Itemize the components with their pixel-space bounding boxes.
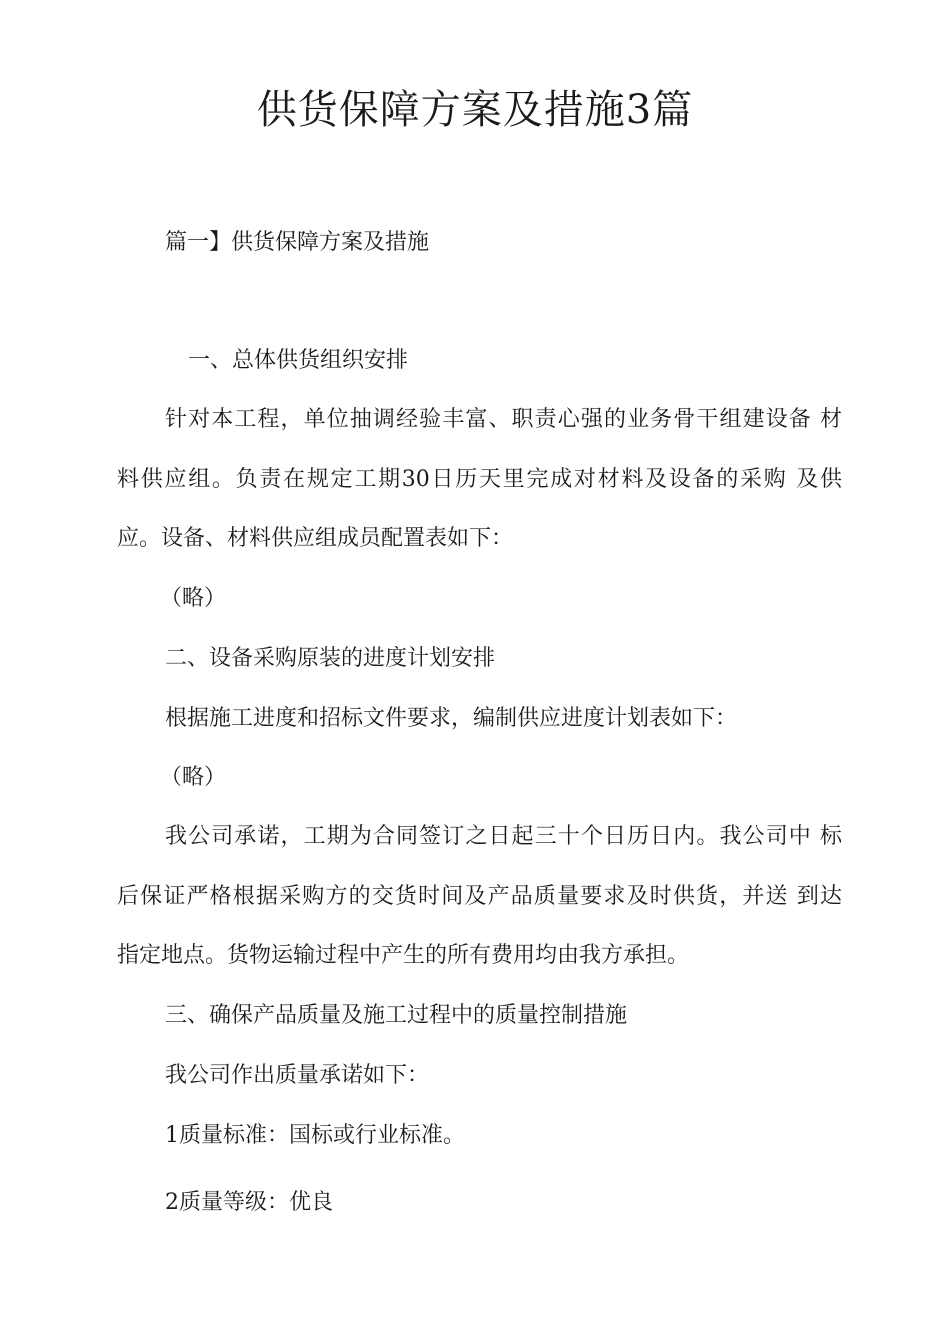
section3-intro: 我公司作出质量承诺如下： [165,1063,430,1088]
document-title: 供货保障方案及措施3篇 [256,87,694,133]
section1-heading: 一、总体供货组织安排 [188,348,409,373]
commitment-line-1: 我公司承诺，工期为合同签订之日起三十个日历日内。我公司中 标 [165,824,842,849]
quality-grade-item: 2质量等级：优良 [165,1190,333,1215]
commitment-line-2: 后保证严格根据采购方的交货时间及产品质量要求及时供货，并送 到达 [117,884,842,909]
section3-heading: 三、确保产品质量及施工过程中的质量控制措施 [165,1003,628,1028]
section1-paragraph-line-3: 应。设备、材料供应组成员配置表如下： [117,526,514,551]
quality-standard-item: 1质量标准：国标或行业标准。 [165,1123,465,1148]
article-heading: 篇一】供货保障方案及措施 [165,230,430,255]
section2-paragraph: 根据施工进度和招标文件要求，编制供应进度计划表如下： [165,706,738,731]
section1-paragraph-line-2: 料供应组。负责在规定工期30日历天里完成对材料及设备的采购 及供 [117,467,842,492]
section2-heading: 二、设备采购原装的进度计划安排 [165,646,496,671]
section1-omitted-note: （略） [160,586,227,611]
section2-omitted-note: （略） [160,765,227,790]
commitment-line-3: 指定地点。货物运输过程中产生的所有费用均由我方承担。 [117,943,690,968]
section1-paragraph-line-1: 针对本工程，单位抽调经验丰富、职责心强的业务骨干组建设备 材 [165,407,842,432]
